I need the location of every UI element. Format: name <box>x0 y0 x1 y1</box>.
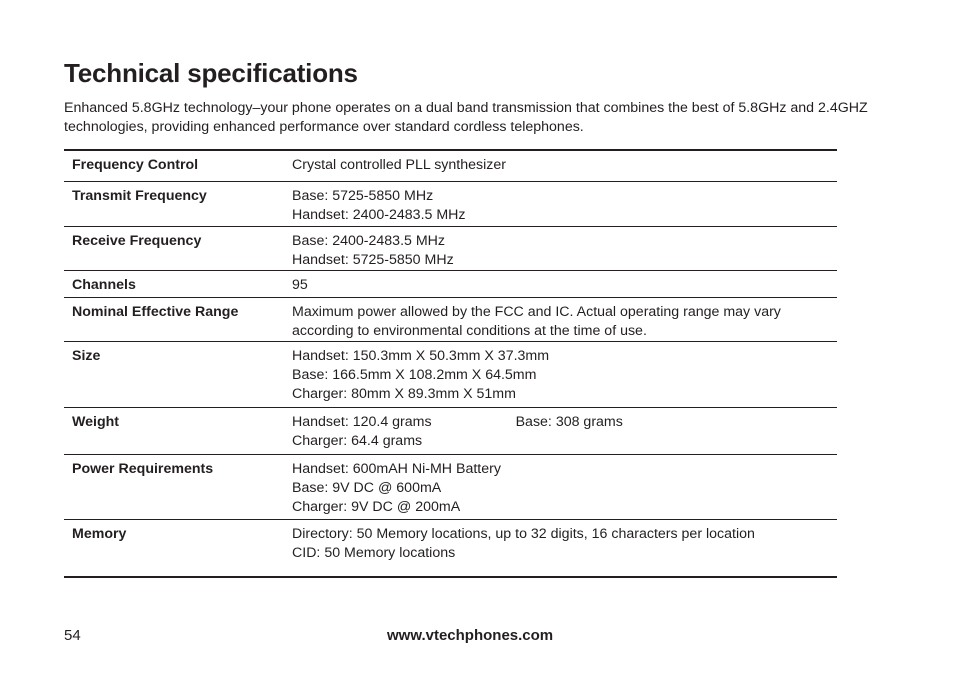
footer-website: www.vtechphones.com <box>387 627 554 644</box>
spec-row-frequency-control <box>64 150 837 181</box>
spec-row-size <box>64 341 837 407</box>
page-title: Technical specifications <box>64 58 358 88</box>
spec-label: Power Requirements <box>64 454 292 519</box>
spec-row-power-requirements <box>64 454 837 519</box>
weight-base: Base: 308 grams <box>515 413 623 430</box>
spec-value: Base: 5725-5850 MHz Handset: 2400-2483.5 MHz <box>292 181 837 226</box>
spec-label: Transmit Frequency <box>64 181 292 226</box>
spec-label: Size <box>64 341 292 407</box>
spec-row-channels <box>64 270 837 297</box>
spec-label: Nominal Effective Range <box>64 297 292 341</box>
spec-row-transmit-frequency <box>64 181 837 226</box>
spec-label: Memory <box>64 519 292 577</box>
spec-label: Frequency Control <box>64 150 292 181</box>
spec-value: 95 <box>292 270 837 297</box>
spec-row-weight <box>64 407 837 454</box>
spec-label: Channels <box>64 270 292 297</box>
spec-label: Receive Frequency <box>64 226 292 270</box>
spec-value: Crystal controlled PLL synthesizer <box>292 150 837 181</box>
spec-value: Handset: 120.4 grams Base: 308 grams Charger: 64.4 grams <box>292 407 837 454</box>
spec-value: Maximum power allowed by the FCC and IC. Actual operating range may vary according to environmental conditions at the time of use. <box>292 297 837 341</box>
spec-row-receive-frequency <box>64 226 837 270</box>
spec-row-nominal-effective-range <box>64 297 837 341</box>
intro-paragraph: Enhanced 5.8GHz technology–your phone operates on a dual band transmission that combines the best of 5.8GHz and 2.4GHZ technologies, providing enhanced performance over standard cordless telephones. <box>64 100 868 135</box>
spec-row-memory <box>64 519 837 577</box>
spec-label: Weight <box>64 407 292 454</box>
spec-value: Base: 2400-2483.5 MHz Handset: 5725-5850 MHz <box>292 226 837 270</box>
spec-value: Handset: 150.3mm X 50.3mm X 37.3mm Base: 166.5mm X 108.2mm X 64.5mm Charger: 80mm X 89.3mm X 51mm <box>292 341 837 407</box>
spec-value: Directory: 50 Memory locations, up to 32 digits, 16 characters per location CID: 50 Memory locations <box>292 519 837 577</box>
weight-handset: Handset: 120.4 grams <box>292 413 432 430</box>
page-number: 54 <box>64 627 81 644</box>
specifications-table <box>64 149 837 578</box>
spec-value: Handset: 600mAH Ni-MH Battery Base: 9V DC @ 600mA Charger: 9V DC @ 200mA <box>292 454 837 519</box>
